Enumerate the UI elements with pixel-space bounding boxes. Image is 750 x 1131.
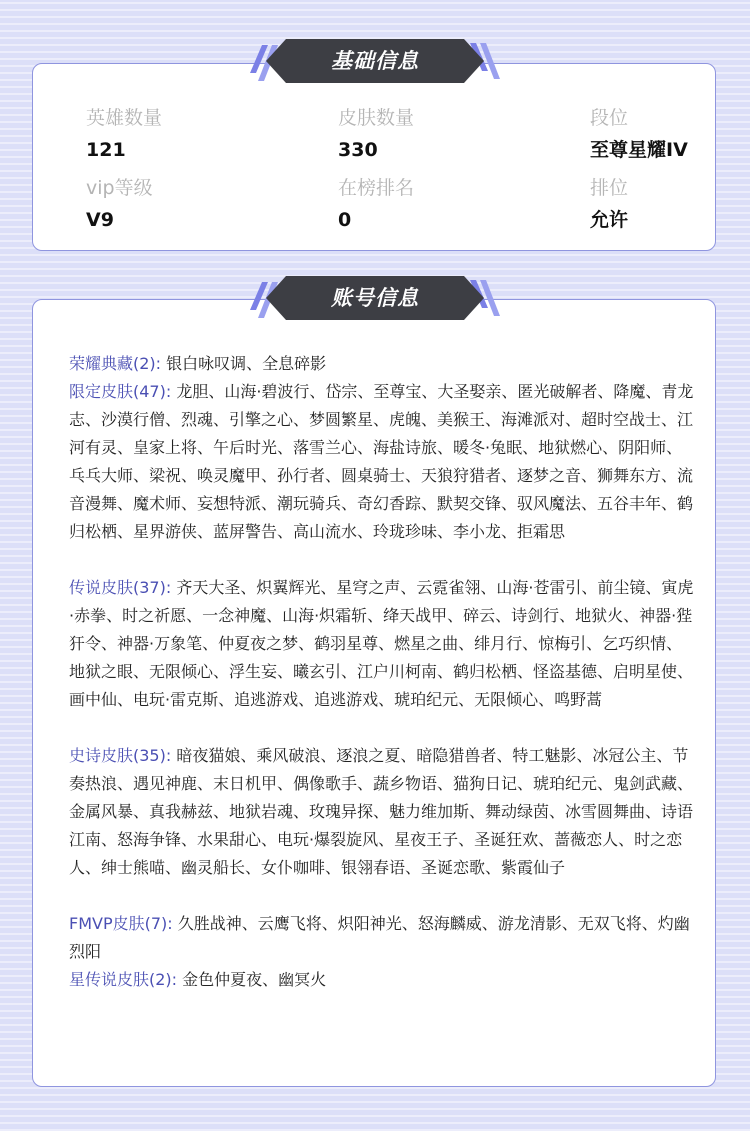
- stat-skin-count: [338, 106, 414, 162]
- skin-section-glory-collection: [69, 350, 695, 378]
- section-items: 久胜战神、云鹰飞将、炽阳神光、怒海麟威、游龙清影、无双飞将、灼幽烈阳: [69, 914, 690, 961]
- skin-section-epic: [69, 742, 695, 882]
- stat-value: 121: [86, 139, 126, 161]
- stat-leaderboard-rank: [338, 176, 414, 232]
- section-items: 齐天大圣、炽翼辉光、星穹之声、云霓雀翎、山海·苍雷引、前尘镜、寅虎·赤拳、时之祈愿、一念神魔、山海·炽霜斩、绛天战甲、碎云、诗剑行、地狱火、神器·狴犴令、神器·万象笔、仲夏夜之梦、鹤羽星尊、燃星之曲、绯月行、惊梅引、乞巧织情、地狱之眼、无限倾心、浮生妄、曦玄引、江户川柯南、鹤归松栖、怪盗基德、启明星使、画中仙、电玩·雷克斯、追逃游戏、追逃游戏、琥珀纪元、无限倾心、鸣野蒿: [69, 578, 694, 709]
- section-label: 星传说皮肤(2):: [69, 970, 183, 989]
- section-items: 银白咏叹调、全息碎影: [166, 354, 327, 373]
- section-label: 荣耀典藏(2):: [69, 354, 167, 373]
- stat-rank-tier: [590, 106, 688, 162]
- section-label: FMVP皮肤(7):: [69, 914, 178, 933]
- stat-value: V9: [86, 209, 114, 231]
- stat-label: 在榜排名: [338, 177, 415, 199]
- stat-label: 皮肤数量: [338, 107, 415, 129]
- skin-section-fmvp: [69, 910, 695, 966]
- basic-info-card: [32, 63, 716, 251]
- account-info-banner: [0, 274, 750, 324]
- section-label: 限定皮肤(47):: [69, 382, 177, 401]
- section-label: 传说皮肤(37):: [69, 578, 177, 597]
- stat-label: 段位: [590, 107, 629, 129]
- stat-value: 0: [338, 209, 352, 231]
- section-title: 基础信息: [331, 49, 419, 73]
- stat-hero-count: [86, 106, 162, 162]
- stat-label: vip等级: [86, 177, 153, 199]
- stat-ranked-allowed: [590, 176, 628, 232]
- skin-section-legendary: [69, 574, 695, 714]
- skin-list: [69, 350, 695, 994]
- section-items: 暗夜猫娘、乘风破浪、逐浪之夏、暗隐猎兽者、特工魅影、冰冠公主、节奏热浪、遇见神鹿、末日机甲、偶像歌手、蔬乡物语、猫狗日记、琥珀纪元、鬼剑武藏、金属风暴、真我赫兹、地狱岩魂、玫瑰异探、魅力维加斯、舞动绿茵、冰雪圆舞曲、诗语江南、怒海争锋、水果甜心、电玩·爆裂旋风、星夜王子、圣诞狂欢、蔷薇恋人、时之恋人、绅士熊喵、幽灵船长、女仆咖啡、银翎春语、圣诞恋歌、紫霞仙子: [69, 746, 694, 877]
- section-items: 金色仲夏夜、幽冥火: [182, 970, 327, 989]
- stat-value: 允许: [590, 209, 629, 231]
- stat-label: 英雄数量: [86, 107, 163, 129]
- stat-vip-level: [86, 176, 153, 232]
- skin-section-limited: [69, 378, 695, 546]
- stat-value: 至尊星耀IV: [590, 139, 688, 161]
- account-info-card: [32, 299, 716, 1087]
- basic-info-banner: [0, 37, 750, 87]
- skin-section-star-legendary: [69, 966, 695, 994]
- section-label: 史诗皮肤(35):: [69, 746, 177, 765]
- section-title: 账号信息: [331, 286, 419, 310]
- stat-label: 排位: [590, 177, 629, 199]
- stat-value: 330: [338, 139, 378, 161]
- section-items: 龙胆、山海·碧波行、岱宗、至尊宝、大圣娶亲、匿光破解者、降魔、青龙志、沙漠行僧、烈魂、引擎之心、梦圆繁星、虎魄、美猴王、海滩派对、超时空战士、江河有灵、皇家上将、午后时光、落雪兰心、海盐诗旅、暖冬·兔眠、地狱燃心、阴阳师、乓乓大师、梁祝、唤灵魔甲、孙行者、圆桌骑士、天狼狩猎者、逐梦之音、狮舞东方、流音漫舞、魔术师、妄想特派、潮玩骑兵、奇幻香踪、默契交锋、驭风魔法、五谷丰年、鹤归松栖、星界游侠、蓝屏警告、高山流水、玲珑珍味、李小龙、拒霜思: [69, 382, 694, 541]
